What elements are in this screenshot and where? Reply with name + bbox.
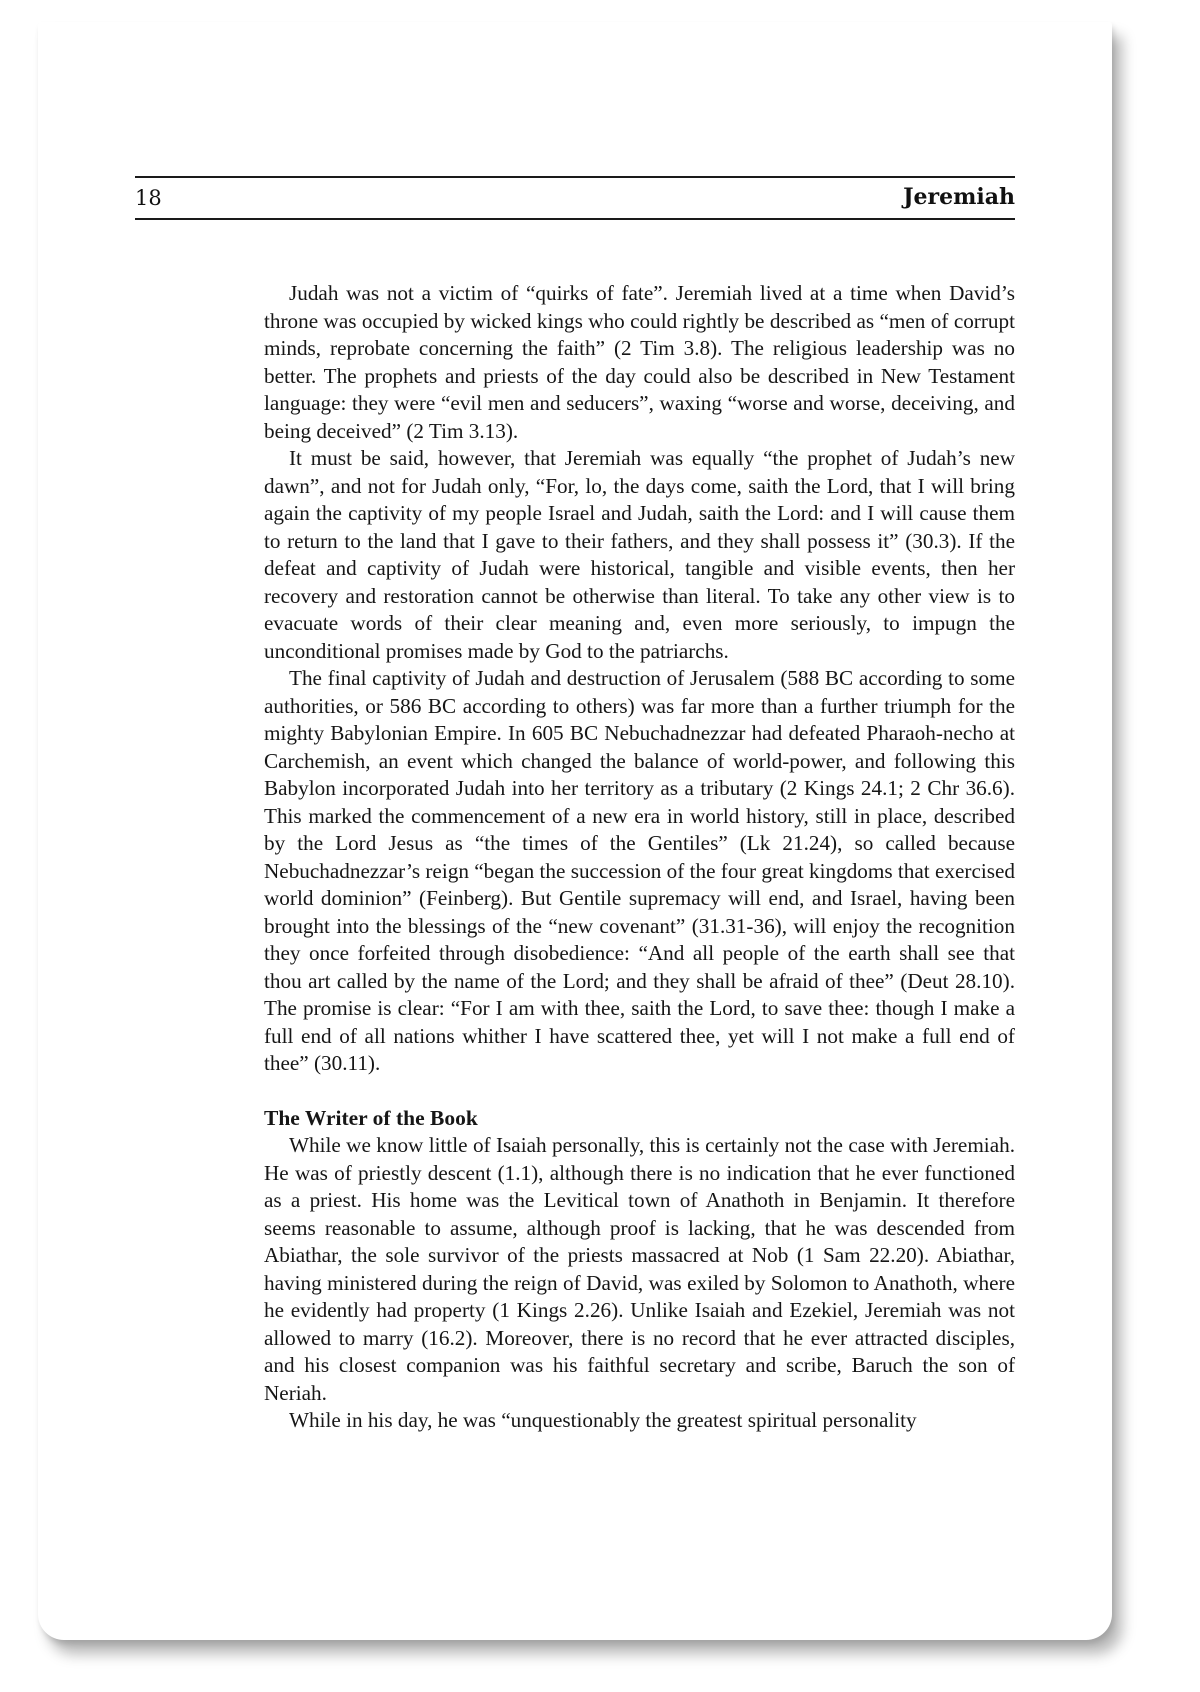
paragraph-intro-2: It must be said, however, that Jeremiah was equally “the prophet of Judah’s new dawn”, and not for Judah only, “For, lo, the days come, saith the Lord, that I will bring again the captivity of my people Israel and Judah, saith the Lord: and I will cause them to return to the land that I gave to their fathers, and they shall possess it” (30.3). If the defeat and captivity of Judah were historical, tangible and visible events, then her recovery and restoration cannot be otherwise than literal. To take any other view is to evacuate words of their clear meaning and, even more seriously, to impugn the unconditional promises made by God to the patriarchs. [264,446,1015,663]
body-text [264,280,1015,1435]
section-heading: The Writer of the Book [264,1105,478,1130]
paragraph-intro-1: Judah was not a victim of “quirks of fate”. Jeremiah lived at a time when David’s throne was occupied by wicked kings who could rightly be described as “men of corrupt minds, reprobate concerning the faith” (2 Tim 3.8). The religious leadership was no better. The prophets and priests of the day could also be described in New Testament language: they were “evil men and seducers”, waxing “worse and worse, deceiving, and being deceived” (2 Tim 3.13). [264,281,1015,443]
running-head [135,176,1015,220]
running-title: Jeremiah [903,184,1015,210]
paragraph-section-1: While we know little of Isaiah personally, this is certainly not the case with Jeremiah. He was of priestly descent (1.1), although there is no indication that he ever functioned as a priest. His home was the Levitical town of Anathoth in Benjamin. It therefore seems reasonable to assume, although proof is lacking, that he was descended from Abiathar, the sole survivor of the priests massacred at Nob (1 Sam 22.20). Abiathar, having ministered during the reign of David, was exiled by Solomon to Anathoth, where he evidently had property (1 Kings 2.26). Unlike Isaiah and Ezekiel, Jeremiah was not allowed to marry (16.2). Moreover, there is no record that he ever attracted disciples, and his closest companion was his faithful secretary and scribe, Baruch the son of Neriah. [264,1133,1015,1405]
paragraph-section-2: While in his day, he was “unquestionably the greatest spiritual personality [289,1408,917,1432]
paragraph-intro-3: The final captivity of Judah and destruction of Jerusalem (588 BC according to some authorities, or 586 BC according to others) was far more than a further triumph for the mighty Babylonian Empire. In 605 BC Nebuchadnezzar had defeated Pharaoh-necho at Carchemish, an event which changed the balance of world-power, and following this Babylon incorporated Judah into her territory as a tributary (2 Kings 24.1; 2 Chr 36.6). This marked the commencement of a new era in world history, still in place, described by the Lord Jesus as “the times of the Gentiles” (Lk 21.24), so called because Nebuchadnezzar’s reign “began the succession of the four great kingdoms that exercised world dominion” (Feinberg). But Gentile supremacy will end, and Israel, having been brought into the blessings of the “new covenant” (31.31-36), will enjoy the recognition they once forfeited through disobedience: “And all people of the earth shall see that thou art called by the name of the Lord; and they shall be afraid of thee” (Deut 28.10). The promise is clear: “For I am with thee, saith the Lord, to save thee: though I make a full end of all nations whither I have scattered thee, yet will I not make a full end of thee” (30.11). [264,666,1015,1075]
page-number: 18 [135,186,162,210]
